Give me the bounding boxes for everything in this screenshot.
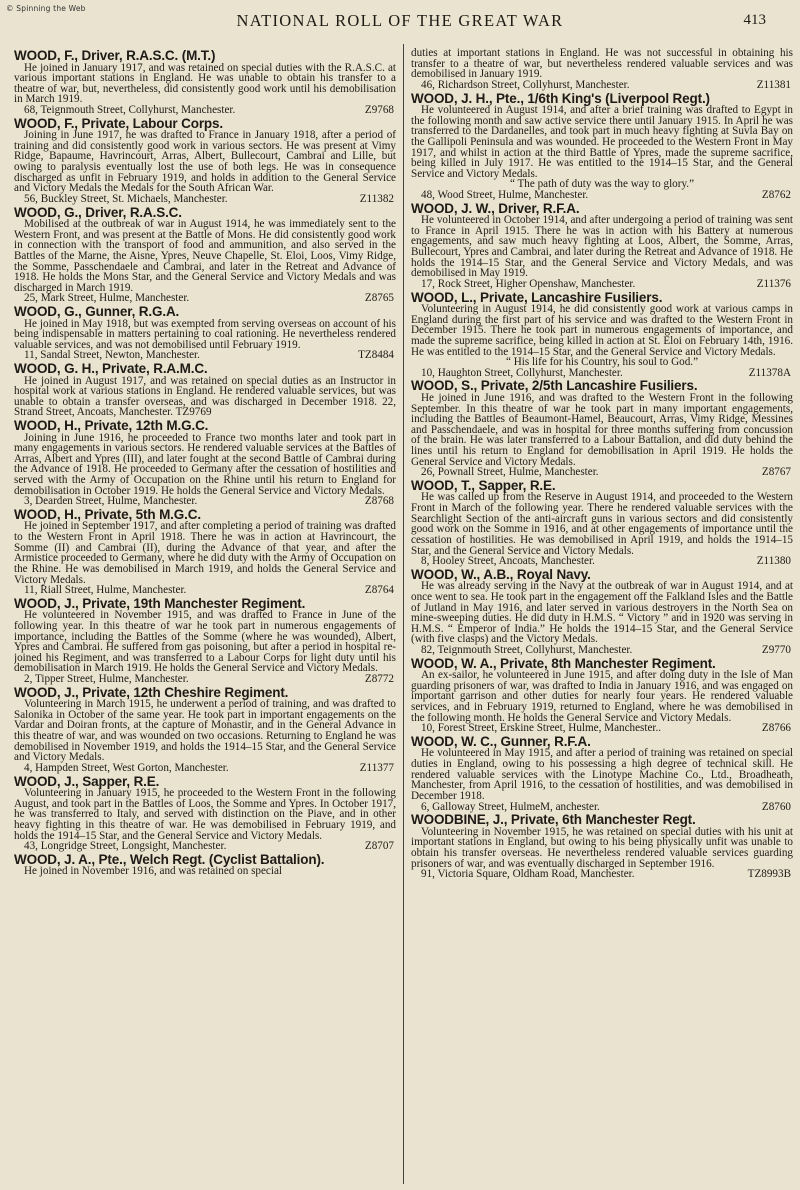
- entry-body-text: Volunteering in August 1914, he did consistently good work at various camps in England during the first part of his service and was drafted to the Western Front in December 1915. There he took part in numerous engagements of importance, and made the supreme sacrifice, being killed in action at St. Eloi on February 14th, 1916. He was entitled to the 1914–15 Star, and the General Service and Victory Medals.: [411, 303, 793, 358]
- roll-entry: [411, 735, 793, 812]
- entry-body: [14, 788, 396, 841]
- entry-reference: TZ8484: [358, 349, 394, 362]
- entry-body-text: He was already serving in the Navy at the outbreak of war in August 1914, and at once went to sea. He took part in the engagement off the Falkland Isles and the Battle of Jutland in May 1916, and later served in various destroyers in the North Sea on mine-sweeping duties. He did duty in H.M.S. “ Victory ” and in 1920 was serving in H.M.S. “ Emperor of India.” He holds the 1914–15 Star, and the General Service (with five clasps) and the Victory Medals.: [411, 580, 793, 646]
- entry-address: 25, Mark Street, Hulme, Manchester.: [24, 292, 190, 305]
- entry-body: [411, 748, 793, 801]
- entry-address: 48, Wood Street, Hulme, Manchester.: [421, 189, 589, 201]
- roll-entry: [14, 508, 396, 596]
- entry-reference: Z11377: [359, 761, 394, 774]
- entry-address-line: [14, 194, 396, 205]
- entry-reference: Z11381: [756, 78, 791, 91]
- roll-entry: [14, 49, 396, 116]
- roll-entry: [411, 48, 793, 91]
- entry-address-line: [411, 80, 793, 91]
- roll-entry: [411, 291, 793, 379]
- page-number: 413: [743, 12, 766, 28]
- entry-body: [14, 521, 396, 585]
- entry-body-text: He joined in May 1918, but was exempted from serving overseas on account of his being indispensable in matters pertaining to coal rationing. He nevertheless rendered valuable services, and was not demobilised until February 1919.: [14, 317, 396, 351]
- entry-body-text: He volunteered in August 1914, and after a brief training was drafted to Egypt in the following month and saw active service there until January 1915. In April he was transferred to the Dardanelles, and took part in much heavy fighting at Suvla Bay on the Gallipoli Peninsula and was wounded. He proceeded to the Western Front in May 1917, and whilst in action at the third Battle of Ypres, made the supreme sacrifice, being killed in July 1917. He was entitled to the 1914–15 Star, and the General Service and Victory Medals.: [411, 104, 793, 180]
- entry-epitaph: “ His life for his Country, his soul to God.”: [505, 356, 699, 369]
- entry-heading: WOOD, J., Private, 12th Cheshire Regiment.: [14, 684, 289, 700]
- entry-body-text: He volunteered in November 1915, and was drafted to France in June of the following year. In this theatre of war he took part in numerous engagements of importance, including the Battles of the Somme (where he was wounded), Albert, Ypres and Cambrai. He suffered from gas poisoning, but after a period in hospital re-joined his Regiment, and was transferred to a Labour Corps for light duty until his demobilisation in March 1919. He holds the General Service and Victory Medals.: [14, 609, 396, 675]
- entry-address: 82, Teignmouth Street, Collyhurst, Manchester.: [421, 644, 633, 656]
- entry-reference: Z8760: [761, 800, 791, 813]
- entry-body-text: Volunteering in January 1915, he proceeded to the Western Front in the following August, and took part in the Battles of Loos, the Somme and Ypres. In October 1917, he was transferred to Italy, and served with distinction on the Piave, and in other heavy fighting in this theatre of war. He was demobilised in February 1919, and holds the 1914–15 Star, and the General Service and Victory Medals.: [14, 787, 396, 842]
- entry-address-line: [411, 368, 793, 379]
- entry-body-text: Volunteering in November 1915, he was retained on special duties with his unit at important stations in England, but owing to his being physically unfit was unable to obtain his transfer overseas. He nevertheless rendered valuable services guarding prisoners of war, and was eventually discharged in September 1916.: [411, 825, 793, 870]
- entry-address: 10, Haughton Street, Collyhurst, Manchester.: [421, 366, 623, 379]
- roll-entry: [411, 813, 793, 880]
- entry-heading: WOOD, W. A., Private, 8th Manchester Regiment.: [411, 655, 716, 671]
- entry-heading: WOOD, F., Driver, R.A.S.C. (M.T.): [14, 48, 216, 63]
- entry-reference: Z8766: [761, 722, 791, 735]
- entry-reference: Z8772: [364, 673, 394, 685]
- roll-entry: [411, 657, 793, 734]
- entry-heading: WOOD, T., Sapper, R.E.: [411, 477, 556, 493]
- entry-address: 17, Rock Street, Higher Openshaw, Manchester.: [421, 277, 636, 290]
- entry-reference: TZ8993B: [747, 868, 791, 881]
- entry-body: [411, 670, 793, 723]
- entry-heading: WOOD, F., Private, Labour Corps.: [14, 115, 223, 131]
- entry-heading: WOOD, J., Sapper, R.E.: [14, 773, 160, 789]
- entry-address: 46, Richardson Street, Collyhurst, Manchester.: [421, 78, 630, 91]
- entry-body: [411, 492, 793, 556]
- roll-entry: [411, 379, 793, 478]
- entry-body-text: He joined in August 1917, and was retained on special duties as an Instructor in hospital work at various stations in England. He rendered valuable services, but was unable to obtain a transfer overseas, and was discharged in December 1918.: [14, 374, 396, 408]
- roll-entry: [14, 419, 396, 507]
- entry-address-line: [411, 190, 793, 201]
- entry-body-text: An ex-sailor, he volunteered in June 1915, and after doing duty in the Isle of Man guarding prisoners of war, was drafted to India in January 1916, and was engaged on important garrison and other duties for nearly four years. He rendered valuable services, and in February 1919, returned to England, where he was demobilised in the following month. He holds the General Service and Victory Medals.: [411, 669, 793, 724]
- column-divider: [403, 44, 404, 1184]
- entry-heading: WOOD, G., Gunner, R.G.A.: [14, 304, 180, 319]
- entry-body: [14, 130, 396, 194]
- entry-body: [411, 827, 793, 870]
- running-header-title: NATIONAL ROLL OF THE GREAT WAR: [236, 11, 564, 30]
- entry-address-line: [14, 496, 396, 507]
- roll-entry: [14, 853, 396, 877]
- entry-address-line: [411, 467, 793, 478]
- entry-continuation: duties at important stations in England. He was not successful in obtaining his transfer to a theatre of war, but nevertheless rendered valuable services and was demobilised in January 1919.: [411, 48, 793, 81]
- entry-address-line: [14, 841, 396, 852]
- entry-reference: Z8762: [761, 189, 791, 201]
- roll-entry: [411, 568, 793, 656]
- entry-address: 91, Victoria Square, Oldham Road, Manchester.: [421, 868, 635, 881]
- entry-epitaph: “ The path of duty was the way to glory.”: [509, 178, 695, 191]
- entry-address-line: [411, 869, 793, 880]
- entry-heading: WOOD, W. C., Gunner, R.F.A.: [411, 733, 591, 749]
- entry-body-text: He joined in June 1916, and was drafted to the Western Front in the following September. In this theatre of war he took part in many important engagements, including the Battles of Beaumont-Hamel, Beaucourt, Arras, Vimy Ridge, Messines and Passchendaele, and was in hospital for three months suffering from concussion of the brain. He was later transferred to a Labour Battalion, and did duty behind the lines until his return to England for demobilisation in April 1919. He holds the General Service and Victory Medals.: [411, 391, 793, 468]
- entry-address: 10, Forest Street, Erskine Street, Hulme, Manchester..: [421, 722, 662, 735]
- roll-entry: [14, 686, 396, 774]
- right-column: [411, 48, 793, 1182]
- entry-body-text: Mobilised at the outbreak of war in August 1914, he was immediately sent to the Western Front, and was present at the Battle of Mons. He did consistently good work in connection with the transport of food and ammunition, and also served in the Battles of the Marne, the Aisne, Ypres, Neuve Chapelle, St. Eloi, Loos, Vimy Ridge, the Somme, Passchendaele and Cambrai, and later in the Retreat and Advance of 1918. He holds the Mons Star, and the General Service and Victory Medals and was discharged in March 1919.: [14, 218, 396, 294]
- entry-address: 22, Strand Street, Ancoats, Manchester.: [14, 395, 396, 419]
- entry-body: [14, 63, 396, 106]
- entry-body: [411, 105, 793, 179]
- entry-reference: Z8765: [364, 292, 394, 305]
- entry-body: [411, 215, 793, 279]
- entry-body-text: He volunteered in May 1915, and after a period of training was retained on special duties in England, owing to his possessing a high degree of technical skill. He rendered valuable services with the Linotype Machine Co., Ltd., Broadheath, Manchester, from April 1916, to the cessation of hostilities, and was demobilised in December 1918.: [411, 747, 793, 802]
- entry-address-line: [14, 674, 396, 685]
- entry-address-line: [14, 105, 396, 116]
- entry-heading: WOOD, L., Private, Lancashire Fusiliers.: [411, 289, 663, 305]
- entry-address: 3, Dearden Street, Hulme, Manchester.: [24, 495, 198, 508]
- entry-address-line: [411, 802, 793, 813]
- entry-reference: Z11376: [756, 277, 791, 290]
- entry-heading: WOOD, H., Private, 12th M.G.C.: [14, 418, 209, 433]
- entry-reference: Z8707: [364, 840, 394, 853]
- roll-entry: [14, 206, 396, 305]
- watermark: © Spinning the Web: [6, 4, 86, 13]
- entry-body-text: He was called up from the Reserve in August 1914, and proceeded to the Western Front in March of the following year. There he rendered valuable services with the Searchlight Section of the anti-aircraft guns in various sectors and did consistently good work on the Somme in 1916, and at other engagements of importance until the cessation of hostilities. He was demobilised in April 1919, and holds the 1914–15 Star, and the General Service and Victory Medals.: [411, 491, 793, 557]
- entry-heading: WOODBINE, J., Private, 6th Manchester Regt.: [411, 812, 696, 828]
- entry-body: [14, 699, 396, 763]
- entry-address-line: [411, 279, 793, 290]
- entry-reference: TZ9769: [175, 406, 212, 419]
- entry-heading: WOOD, J., Private, 19th Manchester Regiment.: [14, 595, 306, 611]
- entry-address-line: [411, 723, 793, 734]
- entry-body: [411, 581, 793, 645]
- entry-address: 11, Sandal Street, Newton, Manchester.: [24, 349, 200, 362]
- entry-body: [14, 610, 396, 674]
- entry-reference: Z8764: [364, 584, 394, 597]
- entry-address: 4, Hampden Street, West Gorton, Manchester.: [24, 761, 229, 774]
- entry-body: [14, 319, 396, 351]
- entry-heading: WOOD, J. W., Driver, R.F.A.: [411, 200, 580, 216]
- entry-address-line: [14, 350, 396, 361]
- entry-reference: Z9770: [761, 644, 791, 656]
- entry-address-line: [14, 293, 396, 304]
- entry-address-line: [411, 645, 793, 656]
- entry-body-text: He joined in January 1917, and was retained on special duties with the R.A.S.C. at various important stations in England. He was unable to obtain his transfer to a theatre of war, but, nevertheless, did consistently good work until his demobilisation in March 1919.: [14, 61, 396, 106]
- roll-entry: [411, 479, 793, 567]
- roll-entry: [14, 305, 396, 361]
- entry-reference: Z8768: [364, 495, 394, 508]
- entry-body-text: Volunteering in March 1915, he underwent a period of training, and was drafted to Salonika in October of the same year. He took part in important engagements on the Vardar and Doiran fronts, at the capture of Monastir, and in the General Advance in this theatre of war, and was wounded on two occasions. Returning to England he was demobilised in November 1919, and holds the 1914–15 Star, and the General Service and Victory Medals.: [14, 698, 396, 764]
- entry-body: [14, 376, 396, 419]
- entry-body: [411, 304, 793, 357]
- entry-reference: Z11378A: [748, 366, 791, 379]
- entry-body-text: He joined in September 1917, and after completing a period of training was drafted to the Western Front in April 1918. There he was in action at Havrincourt, the Somme (II) and Cambrai (II), during the Advance of that year, and after the Armistice proceeded to Germany, where he did duty with the Army of Occupation on the Rhine. He was demobilised in March 1919, and holds the General Service and Victory Medals.: [14, 520, 396, 586]
- entry-address: 43, Longridge Street, Longsight, Manchester.: [24, 840, 227, 853]
- entry-address-line: [14, 585, 396, 596]
- entry-reference: Z9768: [364, 104, 394, 116]
- entry-body: [14, 219, 396, 293]
- entry-address: 8, Hooley Street, Ancoats, Manchester.: [421, 555, 595, 568]
- entry-body: [411, 393, 793, 467]
- roll-entry: [411, 202, 793, 290]
- entry-address: 2, Tipper Street, Hulme, Manchester.: [24, 673, 189, 685]
- entry-address-line: [411, 556, 793, 567]
- entry-body: [14, 866, 396, 877]
- entry-address-line: [14, 763, 396, 774]
- entry-reference: Z8767: [761, 466, 791, 479]
- entry-body-text: Joining in June 1917, he was drafted to France in January 1918, after a period of training and did consistently good work in various sectors. He was present at Vimy Ridge, Bapaume, Havrincourt, Arras, Albert, Bullecourt, Cambrai and Lille, but owing to paralysis eventually lost the use of both legs. He was in consequence discharged as unfit in February 1919, and holds in addition to the General Service and Victory Medals the Medals for the South African War.: [14, 129, 396, 195]
- roll-entry: [14, 597, 396, 685]
- entry-heading: WOOD, G., Driver, R.A.S.C.: [14, 204, 182, 220]
- entry-heading: WOOD, G. H., Private, R.A.M.C.: [14, 361, 208, 376]
- entry-body-text: He joined in November 1916, and was retained on special: [24, 865, 283, 878]
- entry-heading: WOOD, J. H., Pte., 1/6th King's (Liverpool Regt.): [411, 90, 710, 106]
- entry-body: [14, 433, 396, 497]
- roll-entry: [14, 117, 396, 205]
- entry-heading: WOOD, W., A.B., Royal Navy.: [411, 566, 591, 582]
- entry-heading: WOOD, H., Private, 5th M.G.C.: [14, 506, 201, 522]
- entry-heading: WOOD, J. A., Pte., Welch Regt. (Cyclist Battalion).: [14, 851, 325, 867]
- entry-body-text: He volunteered in October 1914, and after undergoing a period of training was sent to France in April 1915. There he was in action with his Battery at numerous engagements, and saw much heavy fighting at Loos, Albert, the Somme, Arras, Bullecourt, Ypres and Cambrai, and later during the Retreat and Advance of 1918. He holds the 1914–15 Star, and the General Service and Victory Medals, and was demobilised in May 1919.: [411, 214, 793, 280]
- roll-entry: [14, 362, 396, 418]
- entry-address: 11, Riall Street, Hulme, Manchester.: [24, 584, 187, 597]
- entry-reference: Z11380: [756, 555, 791, 568]
- left-column: [14, 48, 396, 1182]
- roll-entry: [14, 775, 396, 852]
- entry-address: 56, Buckley Street, St. Michaels, Manchester.: [24, 192, 228, 205]
- roll-entry: [411, 92, 793, 201]
- entry-address: 26, Pownall Street, Hulme, Manchester.: [421, 466, 599, 479]
- entry-body-text: Joining in June 1916, he proceeded to France two months later and took part in many engagements in various sectors. He rendered valuable services at the Battles of Arras, Albert and Ypres (III), and later fought at the second Battle of Cambrai during the Advance of 1918. He proceeded to Germany after the cessation of hostilities and served with the Army of Occupation on the Rhine until his return to England for demobilisation in October 1919. He holds the General Service and Victory Medals.: [14, 431, 396, 497]
- entry-address: 6, Galloway Street, HulmeM, anchester.: [421, 800, 600, 813]
- entry-address: 68, Teignmouth Street, Collyhurst, Manchester.: [24, 104, 236, 116]
- entry-heading: WOOD, S., Private, 2/5th Lancashire Fusiliers.: [411, 378, 698, 394]
- entry-reference: Z11382: [359, 192, 394, 205]
